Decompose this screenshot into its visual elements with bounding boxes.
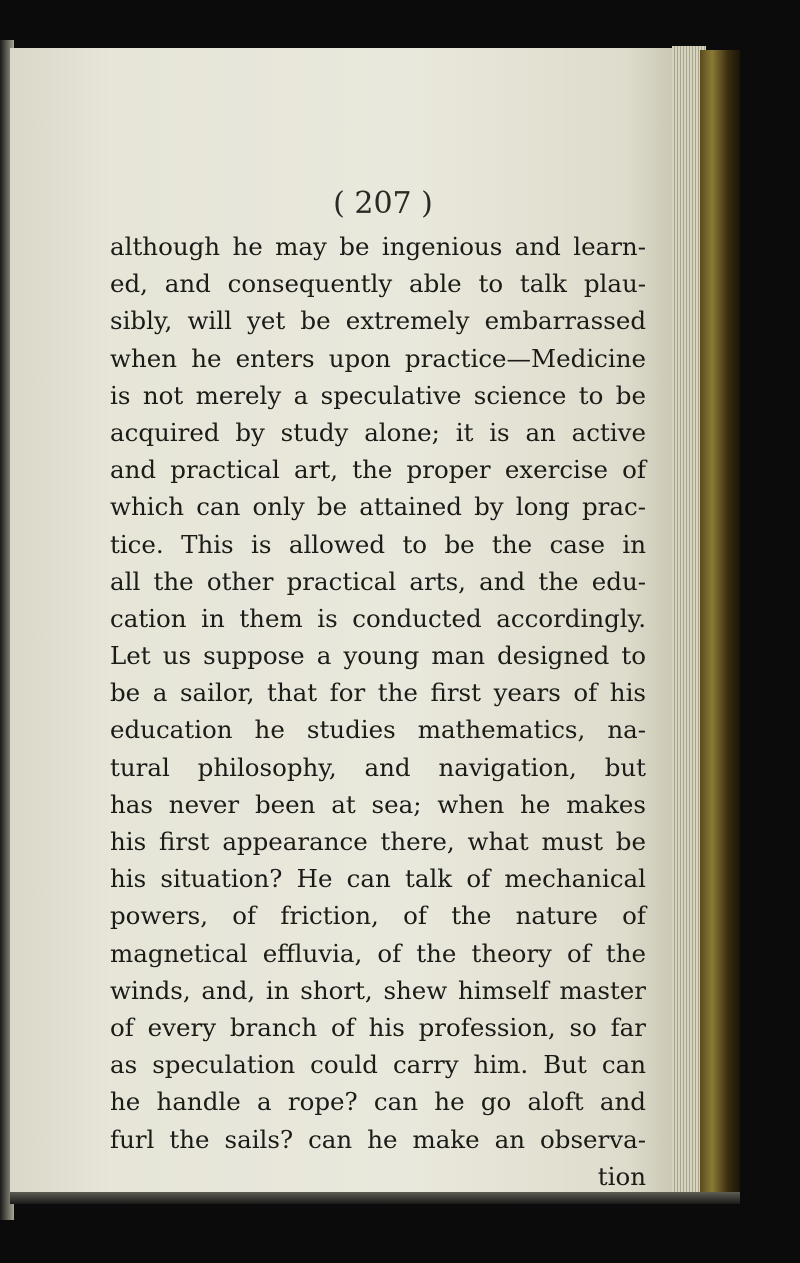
text-line: has never been at sea; when he makes: [110, 789, 646, 819]
text-line: which can only be attained by long prac-: [110, 492, 646, 522]
text-line: although he may be ingenious and learn-: [110, 232, 646, 261]
page-number-header: ( 207 ): [333, 186, 433, 221]
text-line: cation in them is conducted accordingly.: [110, 603, 646, 633]
text-line: sibly, will yet be extremely embarrassed: [110, 306, 646, 336]
text-line: winds, and, in short, shew himself master: [110, 975, 646, 1005]
text-line: and practical art, the proper exercise of: [110, 455, 646, 485]
book-binding: [700, 50, 740, 1195]
text-line: magnetical effluvia, of the theory of the: [110, 938, 646, 968]
text-line: tice. This is allowed to be the case in: [110, 529, 646, 559]
text-line: of every branch of his profession, so far: [110, 1012, 646, 1042]
catchword: tion: [597, 1161, 646, 1191]
text-line: is not merely a speculative science to be: [110, 380, 646, 410]
text-line: tural philosophy, and navigation, but: [110, 752, 646, 782]
text-line: furl the sails? can he make an observa-: [110, 1124, 646, 1154]
text-line: Let us suppose a young man designed to: [110, 641, 646, 671]
text-line: acquired by study alone; it is an active: [110, 417, 646, 447]
text-line: all the other practical arts, and the edu-: [110, 566, 646, 596]
text-line: as speculation could carry him. But can: [110, 1050, 646, 1080]
text-block: [110, 180, 646, 1195]
text-line: his situation? He can talk of mechanical: [110, 864, 646, 894]
text-line: ed, and consequently able to talk plau-: [110, 269, 646, 299]
text-line: he handle a rope? can he go aloft and: [110, 1087, 646, 1117]
text-line: powers, of friction, of the nature of: [110, 901, 646, 931]
text-line: education he studies mathematics, na-: [110, 715, 646, 745]
text-line: be a sailor, that for the first years of his: [110, 678, 646, 708]
text-line: when he enters upon practice—Medicine: [110, 343, 646, 373]
text-line: his first appearance there, what must be: [110, 827, 646, 856]
